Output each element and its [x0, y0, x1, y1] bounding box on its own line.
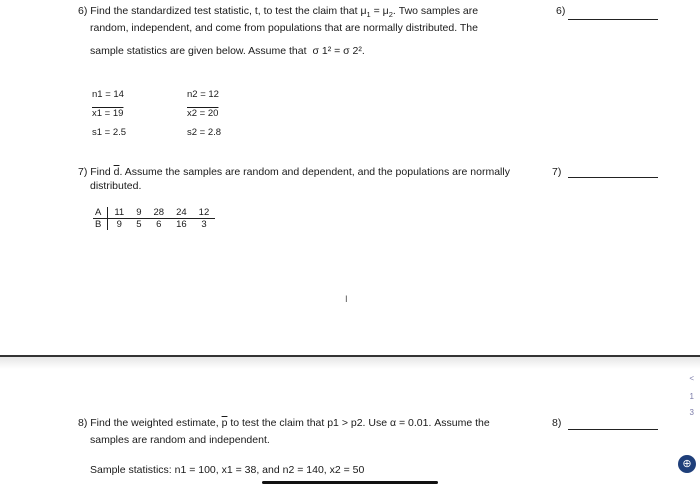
cell-b5: 3 — [201, 219, 207, 230]
cell-b4: 16 — [176, 219, 187, 230]
page-indicator-b[interactable]: 3 — [689, 408, 694, 417]
q6-number: 6) — [556, 5, 566, 17]
mu1-subscript: 1 — [366, 10, 371, 20]
cell-a1: 11 — [108, 207, 130, 219]
cell-a3: 28 — [148, 207, 171, 219]
q6-s2: s2 = 2.8 — [187, 127, 222, 138]
mu-symbol-2: μ — [382, 5, 389, 17]
sigma-equality: σ 1² = σ 2². — [312, 45, 365, 57]
q7-text-b: . Assume the samples are random and dependent, and the populations are normally — [119, 166, 510, 178]
d-bar: $\overline{d}$ — [113, 166, 120, 178]
x1-bar: x1 = 19 — [92, 108, 124, 119]
page-indicator-a[interactable]: 1 — [689, 392, 694, 401]
chevron-left-icon[interactable]: < — [689, 374, 694, 383]
q6-x1 — [92, 108, 123, 119]
q7-answer-line[interactable] — [568, 177, 658, 178]
q6-x2 — [187, 108, 218, 119]
cell-b2: 5 — [136, 219, 142, 230]
scrollbar[interactable] — [262, 481, 438, 484]
cell-b3: 6 — [156, 219, 162, 230]
zoom-icon[interactable]: ⊕ — [678, 455, 696, 473]
page-gap-shadow — [0, 357, 700, 369]
cell-a2: 9 — [130, 207, 147, 219]
p-bar: $\overline{p}$ — [221, 417, 228, 429]
paired-data-table — [93, 207, 215, 230]
stray-mark: I — [345, 294, 348, 305]
q6-line3-text: sample statistics are given below. Assume that — [90, 45, 307, 57]
q6-line2: random, independent, and come from populations that are normally distributed. The — [90, 22, 478, 34]
q6-n1: n1 = 14 — [92, 89, 124, 100]
table-row-b — [93, 219, 215, 231]
q7-line1 — [78, 166, 510, 179]
mu2-subscript: 2 — [388, 10, 393, 20]
q8-line2: samples are random and independent. — [90, 434, 270, 446]
q6-line1 — [78, 5, 478, 21]
q6-text-b: . Two samples are — [392, 5, 479, 17]
q8-text-b: to test the claim that p1 > p2. Use α = 0.01. Assume the — [227, 417, 490, 429]
mu-symbol: μ — [360, 5, 367, 17]
q6-s1: s1 = 2.5 — [92, 127, 127, 138]
row-b-label: B — [93, 219, 108, 231]
q8-number: 8) — [552, 417, 562, 429]
q7-number: 7) — [552, 166, 562, 178]
cell-a4: 24 — [170, 207, 193, 219]
q8-text-a: 8) Find the weighted estimate, — [78, 417, 222, 429]
q6-equals: = — [370, 5, 383, 17]
cell-b1: 9 — [116, 219, 122, 230]
q8-answer-line[interactable] — [568, 429, 658, 430]
q6-n2: n2 = 12 — [187, 89, 219, 100]
q7-line2: distributed. — [90, 180, 142, 192]
q8-line1 — [78, 417, 490, 430]
row-a-label: A — [93, 207, 108, 219]
q6-text-a: 6) Find the standardized test statistic, t, to test the claim that — [78, 5, 361, 17]
q8-stats: Sample statistics: n1 = 100, x1 = 38, and n2 = 140, x2 = 50 — [90, 464, 365, 476]
table-row-a — [93, 207, 215, 219]
cell-a5: 12 — [193, 207, 216, 219]
q6-answer-line[interactable] — [568, 19, 658, 20]
x2-bar: x2 = 20 — [187, 108, 219, 119]
q7-text-a: 7) Find — [78, 166, 114, 178]
q6-line3 — [90, 45, 365, 58]
